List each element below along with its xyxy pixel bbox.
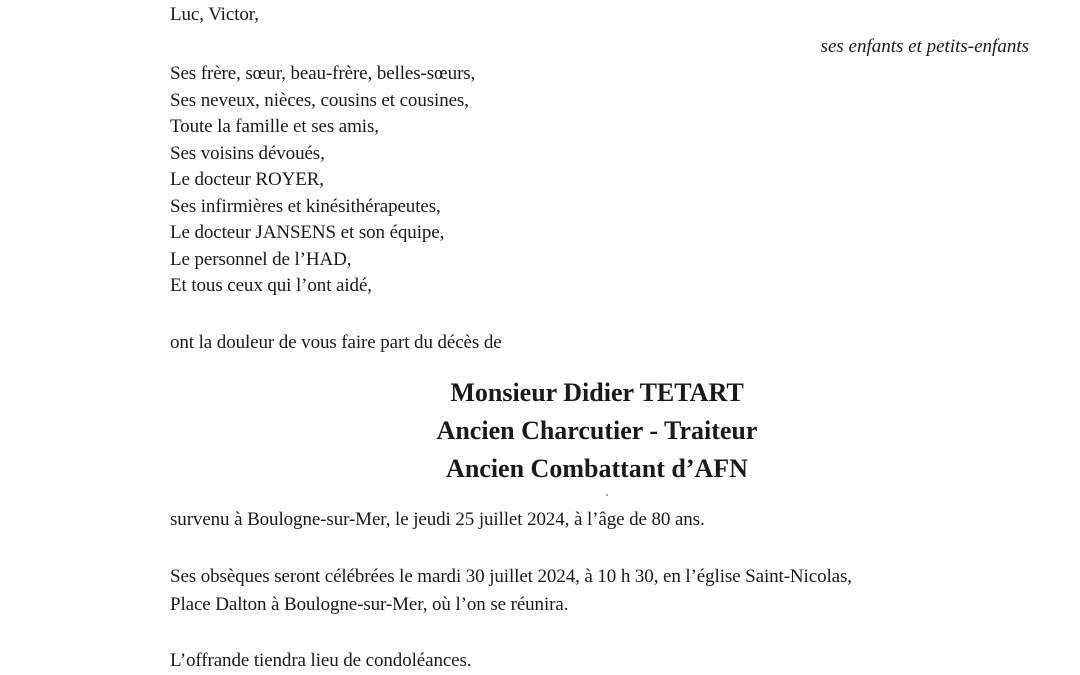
deceased-title: Ancien Charcutier - Traiteur: [436, 416, 758, 445]
family-line: Le personnel de l’HAD,: [170, 249, 352, 270]
deceased-title: Ancien Combattant d’AFN: [446, 454, 748, 483]
death-info-line: survenu à Boulogne-sur-Mer, le jeudi 25 juillet 2024, à l’âge de 80 ans.: [170, 509, 705, 530]
family-line: Ses infirmières et kinésithérapeutes,: [170, 196, 441, 217]
scan-speck: [606, 494, 608, 496]
opening-line: Luc, Victor,: [170, 4, 259, 25]
deceased-name: Monsieur Didier TETART: [450, 378, 744, 407]
signoff-children: ses enfants et petits-enfants: [820, 36, 1029, 57]
family-line: Le docteur ROYER,: [170, 169, 324, 190]
family-line: Ses voisins dévoués,: [170, 143, 325, 164]
announcement-line: ont la douleur de vous faire part du décès de: [170, 332, 502, 353]
funeral-line: Ses obsèques seront célébrées le mardi 30 juillet 2024, à 10 h 30, en l’église Saint-Nicolas,: [170, 566, 852, 587]
funeral-line: Place Dalton à Boulogne-sur-Mer, où l’on se réunira.: [170, 594, 569, 615]
family-line: Ses neveux, nièces, cousins et cousines,: [170, 90, 469, 111]
family-line: Et tous ceux qui l’ont aidé,: [170, 275, 372, 296]
family-line: Le docteur JANSENS et son équipe,: [170, 222, 445, 243]
family-line: Ses frère, sœur, beau-frère, belles-sœurs,: [170, 63, 476, 84]
family-line: Toute la famille et ses amis,: [170, 116, 379, 137]
condolences-line: L’offrande tiendra lieu de condoléances.: [170, 650, 472, 671]
